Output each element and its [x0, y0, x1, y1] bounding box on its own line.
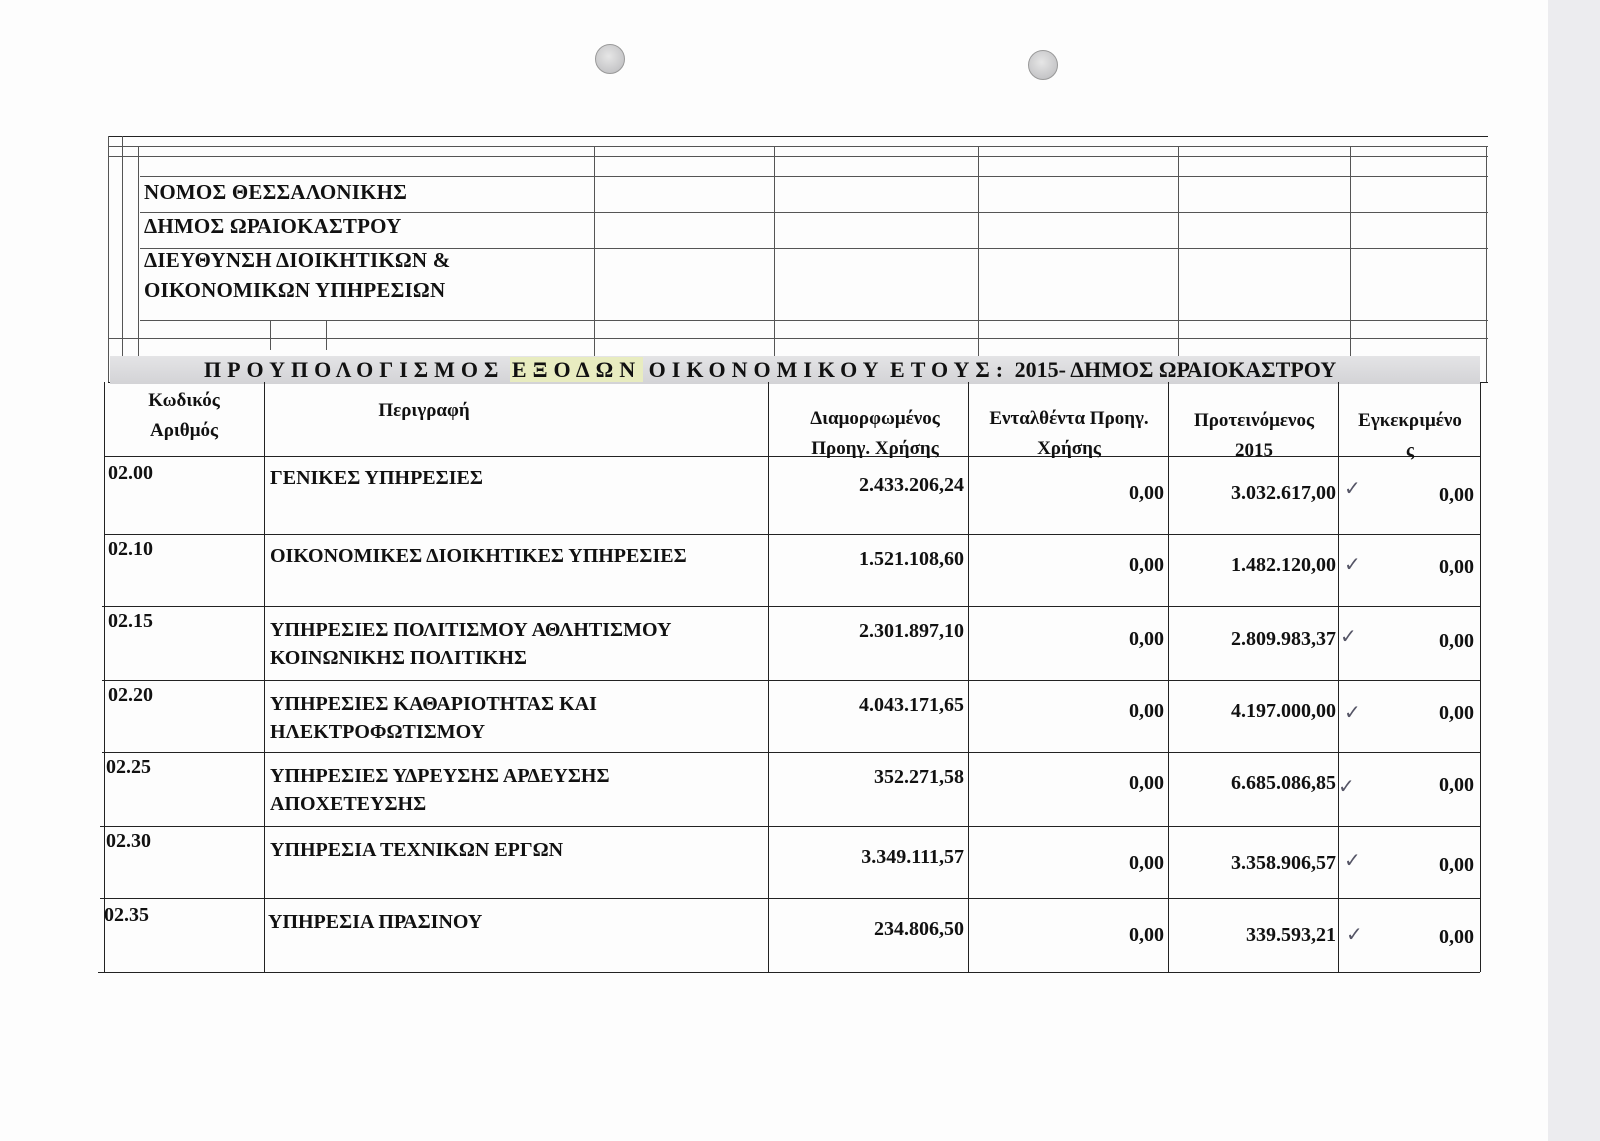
row-approved: 0,00	[1439, 774, 1474, 796]
row-approved: 0,00	[1439, 854, 1474, 876]
row-previous: 3.349.111,57	[861, 846, 964, 868]
col-header-committed	[968, 404, 1170, 464]
title-part5: 2015- ΔΗΜΟΣ ΩΡΑΙΟΚΑΣΤΡΟΥ	[1014, 357, 1337, 382]
row-code: 02.15	[108, 610, 153, 632]
col-header-proposed-line2: 2015	[1235, 440, 1273, 461]
check-mark-icon: ✓	[1344, 552, 1361, 576]
col-header-previous	[780, 404, 970, 464]
check-mark-icon: ✓	[1344, 700, 1361, 724]
row-approved: 0,00	[1439, 926, 1474, 948]
row-proposed: 339.593,21	[1246, 924, 1336, 946]
row-previous: 4.043.171,65	[859, 694, 964, 716]
title-part3: ΟΙΚΟΝΟΜΙΚΟΥ	[648, 357, 885, 382]
check-mark-icon: ✓	[1344, 476, 1361, 500]
col-header-code-line2: Αριθμός	[150, 420, 218, 441]
row-approved: 0,00	[1439, 630, 1474, 652]
row-committed: 0,00	[1129, 700, 1164, 722]
row-code: 02.10	[108, 538, 153, 560]
check-mark-icon: ✓	[1344, 848, 1361, 872]
header-municipality: ΔΗΜΟΣ ΩΡΑΙΟΚΑΣΤΡΟΥ	[144, 214, 402, 238]
row-proposed: 1.482.120,00	[1231, 554, 1336, 576]
budget-title	[204, 357, 1336, 383]
col-header-approved-line2: ς	[1405, 440, 1414, 461]
row-approved: 0,00	[1439, 702, 1474, 724]
col-header-code-line1: Κωδικός	[148, 390, 220, 411]
col-header-committed-line1: Ενταλθέντα Προηγ.	[989, 408, 1149, 429]
page-edge	[1548, 0, 1600, 1141]
row-code: 02.25	[106, 756, 151, 778]
row-previous: 2.433.206,24	[859, 474, 964, 496]
row-proposed: 3.358.906,57	[1231, 852, 1336, 874]
row-approved: 0,00	[1439, 484, 1474, 506]
col-header-description-text: Περιγραφή	[378, 400, 470, 421]
check-mark-icon: ✓	[1338, 774, 1355, 798]
title-part1: ΠΡΟΥΠΟΛΟΓΙΣΜΟΣ	[204, 357, 505, 382]
row-committed: 0,00	[1129, 554, 1164, 576]
punch-hole-right	[1028, 50, 1058, 80]
row-previous: 234.806,50	[874, 918, 964, 940]
row-committed: 0,00	[1129, 628, 1164, 650]
row-previous: 2.301.897,10	[859, 620, 964, 642]
col-header-approved	[1340, 406, 1480, 466]
row-description: ΥΠΗΡΕΣΙΑ ΤΕΧΝΙΚΩΝ ΕΡΓΩΝ	[270, 839, 564, 861]
row-proposed: 3.032.617,00	[1231, 482, 1336, 504]
col-header-previous-line1: Διαμορφωμένος	[810, 408, 940, 429]
row-description: ΟΙΚΟΝΟΜΙΚΕΣ ΔΙΟΙΚΗΤΙΚΕΣ ΥΠΗΡΕΣΙΕΣ	[270, 545, 687, 567]
punch-hole-left	[595, 44, 625, 74]
row-proposed: 6.685.086,85	[1231, 772, 1336, 794]
row-code: 02.00	[108, 462, 153, 484]
header-directorate-line1: ΔΙΕΥΘΥΝΣΗ ΔΙΟΙΚΗΤΙΚΩΝ &	[144, 248, 451, 272]
row-approved: 0,00	[1439, 556, 1474, 578]
row-code: 02.30	[106, 830, 151, 852]
col-header-previous-line2: Προηγ. Χρήσης	[811, 438, 939, 459]
row-committed: 0,00	[1129, 482, 1164, 504]
row-committed: 0,00	[1129, 852, 1164, 874]
row-previous: 1.521.108,60	[859, 548, 964, 570]
row-code: 02.35	[104, 904, 149, 926]
row-proposed: 2.809.983,37	[1231, 628, 1336, 650]
title-part2-highlighted: ΕΞΟΔΩΝ	[511, 357, 642, 382]
row-code: 02.20	[108, 684, 153, 706]
row-description: ΓΕΝΙΚΕΣ ΥΠΗΡΕΣΙΕΣ	[270, 467, 483, 489]
row-description: ΥΠΗΡΕΣΙΕΣ ΠΟΛΙΤΙΣΜΟΥ ΑΘΛΗΤΙΣΜΟΥ ΚΟΙΝΩΝΙΚΗΣ ΠΟΛΙΤΙΚΗΣ	[270, 619, 672, 669]
title-part4: ΕΤΟΥΣ:	[890, 357, 1010, 382]
col-header-proposed	[1168, 406, 1340, 466]
row-description: ΥΠΗΡΕΣΙΕΣ ΚΑΘΑΡΙΟΤΗΤΑΣ ΚΑΙ ΗΛΕΚΤΡΟΦΩΤΙΣΜΟΥ	[270, 693, 597, 743]
col-header-code	[104, 386, 264, 446]
row-description: ΥΠΗΡΕΣΙΑ ΠΡΑΣΙΝΟΥ	[268, 911, 483, 933]
row-description: ΥΠΗΡΕΣΙΕΣ ΥΔΡΕΥΣΗΣ ΑΡΔΕΥΣΗΣ ΑΠΟΧΕΤΕΥΣΗΣ	[270, 765, 610, 815]
header-prefecture: ΝΟΜΟΣ ΘΕΣΣΑΛΟΝΙΚΗΣ	[144, 180, 408, 204]
col-header-committed-line2: Χρήσης	[1037, 438, 1101, 459]
row-proposed: 4.197.000,00	[1231, 700, 1336, 722]
row-previous: 352.271,58	[874, 766, 964, 788]
row-committed: 0,00	[1129, 924, 1164, 946]
header-directorate-line2: ΟΙΚΟΝΟΜΙΚΩΝ ΥΠΗΡΕΣΙΩΝ	[144, 278, 446, 302]
col-header-approved-line1: Εγκεκριμένο	[1358, 410, 1462, 431]
check-mark-icon: ✓	[1340, 624, 1357, 648]
row-committed: 0,00	[1129, 772, 1164, 794]
col-header-description	[264, 396, 584, 426]
col-header-proposed-line1: Προτεινόμενος	[1193, 410, 1315, 431]
check-mark-icon: ✓	[1346, 922, 1363, 946]
